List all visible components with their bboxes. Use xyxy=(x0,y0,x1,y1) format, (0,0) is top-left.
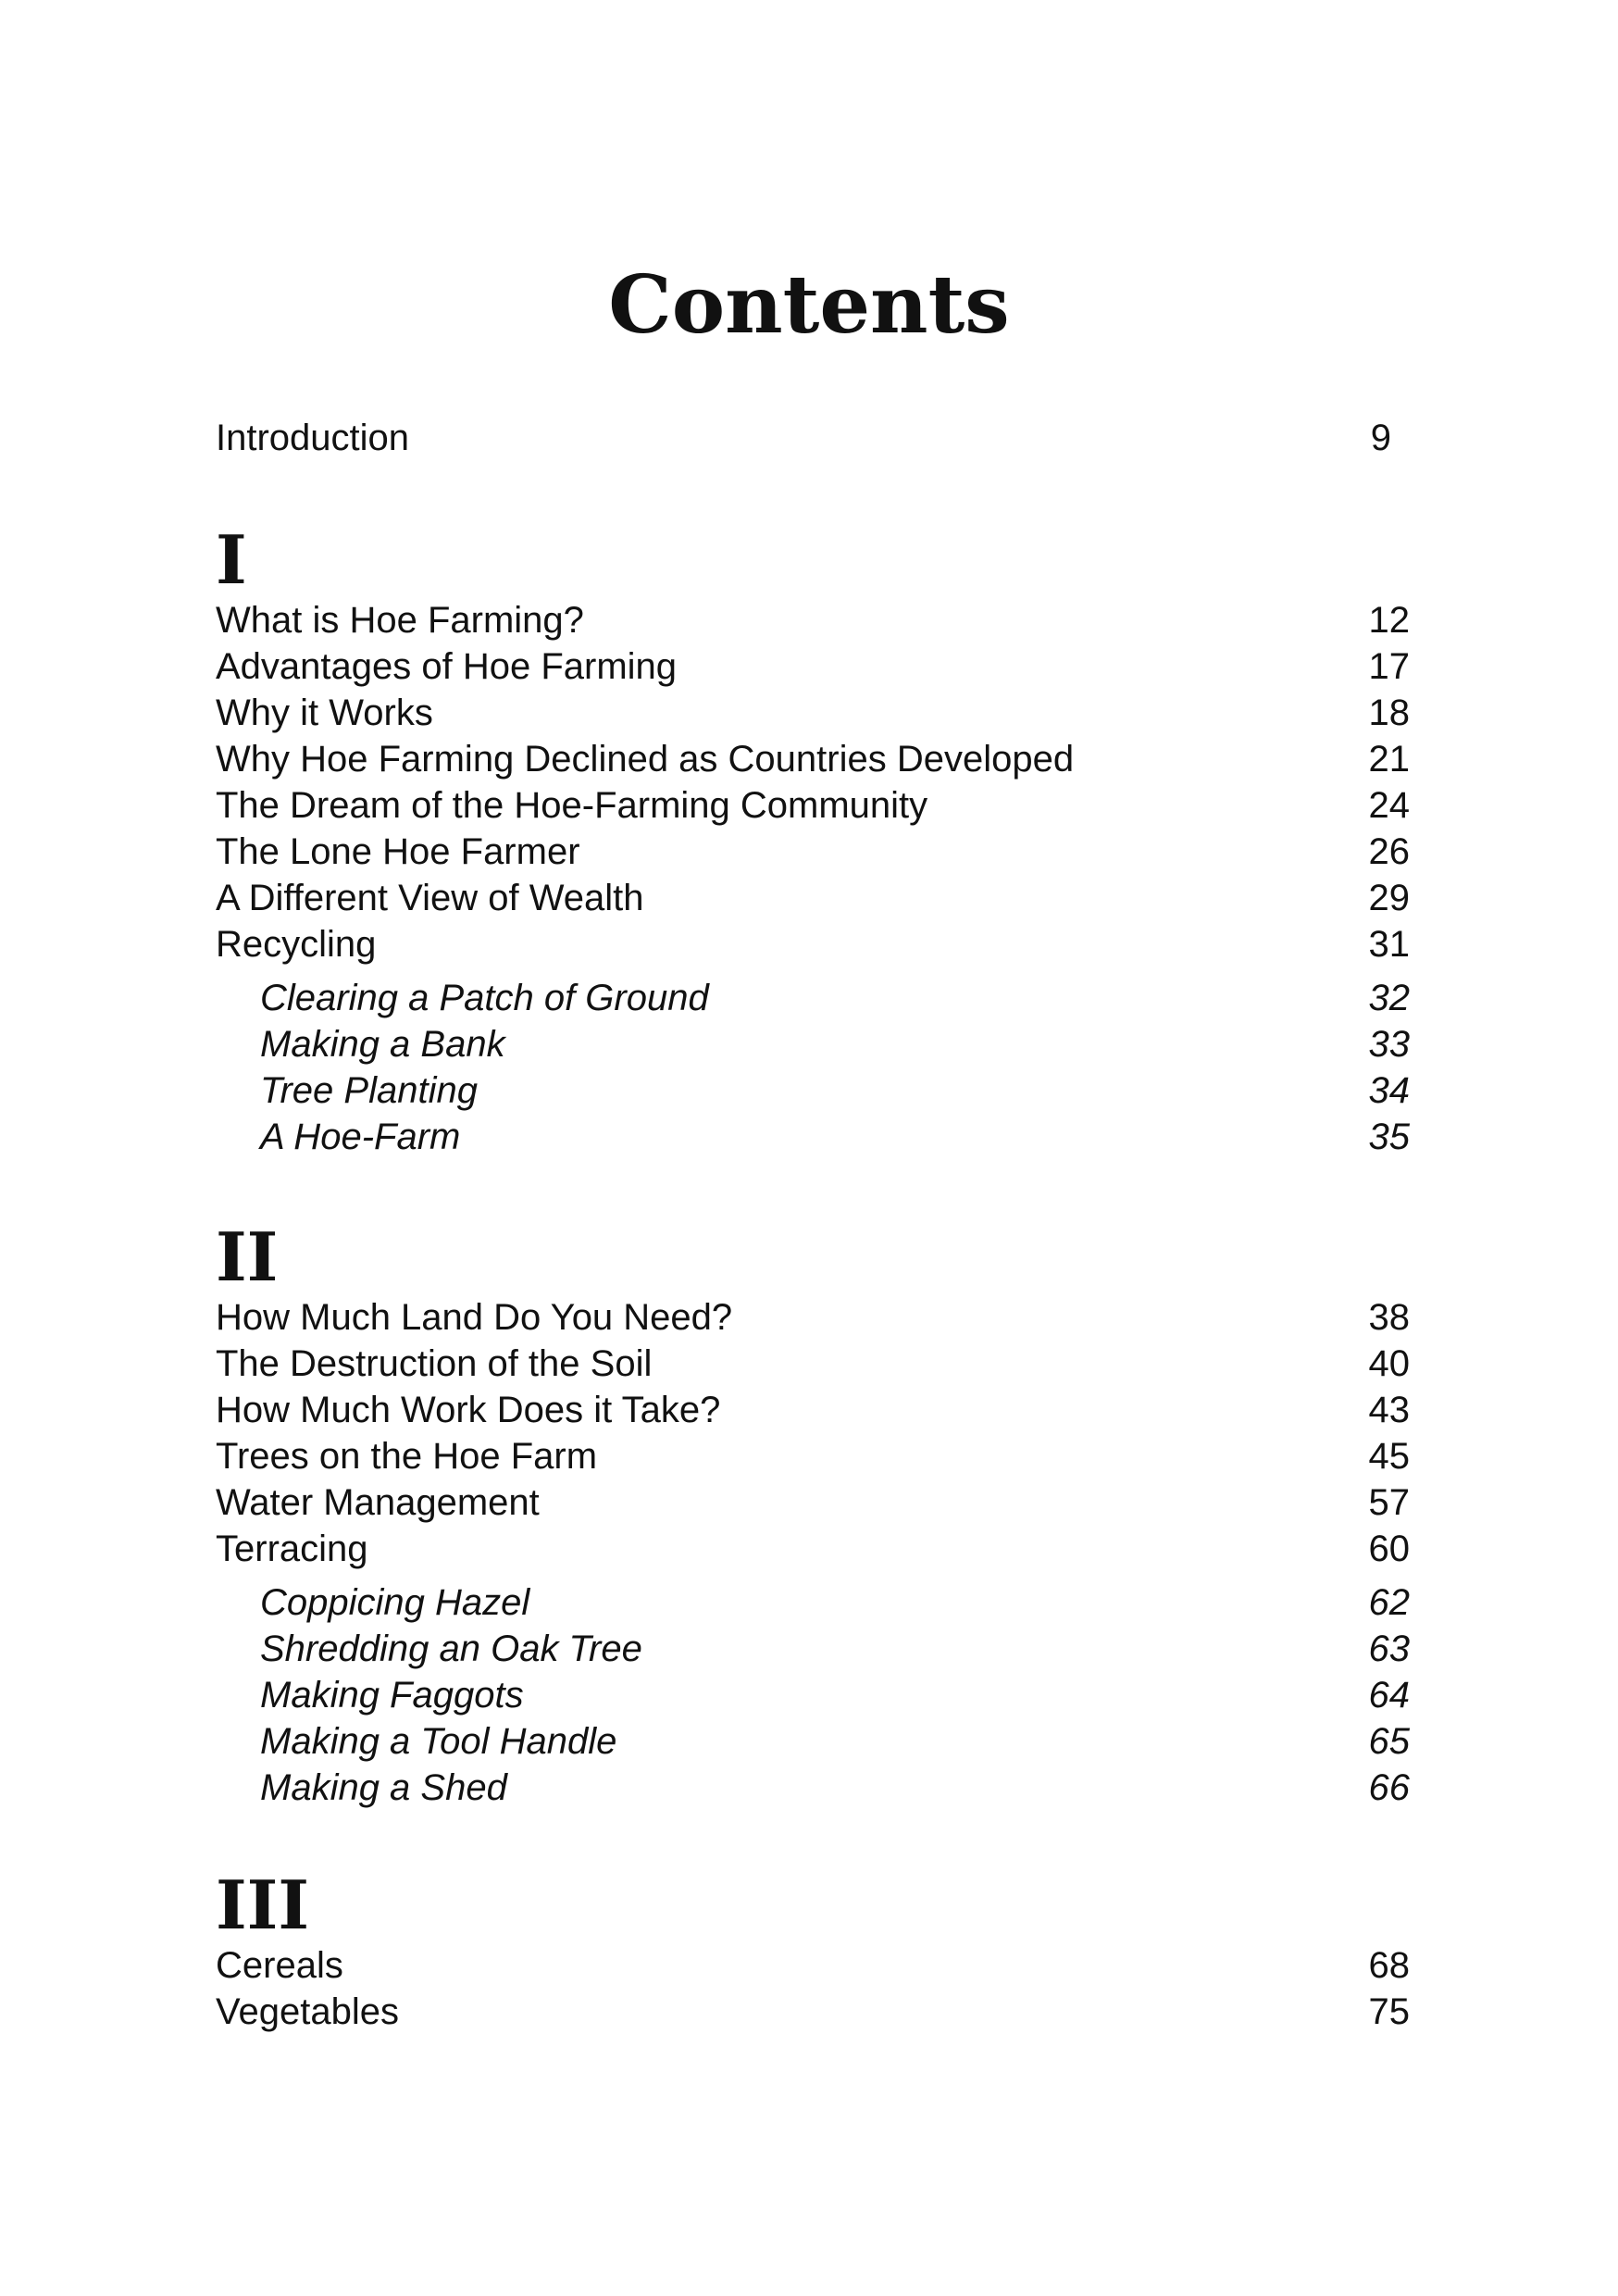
toc-subentry-label: A Hoe-Farm xyxy=(260,1117,461,1157)
toc-entry-label: Water Management xyxy=(216,1482,540,1523)
toc-subentry[interactable] xyxy=(216,1114,1410,1160)
toc-entry-page: 45 xyxy=(1368,1436,1410,1477)
subentry-group xyxy=(216,975,1410,1160)
toc-entry-page: 29 xyxy=(1368,878,1410,918)
toc-entry-page: 38 xyxy=(1368,1297,1410,1338)
section-2 xyxy=(216,1217,1410,1811)
toc-subentry[interactable] xyxy=(216,975,1410,1021)
toc-entry[interactable] xyxy=(216,1294,1410,1341)
section-heading: II xyxy=(216,1217,279,1296)
toc-subentry-page: 33 xyxy=(1368,1024,1410,1065)
toc-subentry-label: Clearing a Patch of Ground xyxy=(260,978,709,1018)
toc-entry-label: Why Hoe Farming Declined as Countries Developed xyxy=(216,739,1075,780)
toc-entry-page: 18 xyxy=(1368,693,1410,733)
toc-subentry-label: Tree Planting xyxy=(260,1070,478,1111)
toc-entry-label: How Much Work Does it Take? xyxy=(216,1390,721,1430)
toc-entry-page: 60 xyxy=(1368,1529,1410,1569)
toc-entry[interactable] xyxy=(216,875,1410,921)
toc-entry-page: 75 xyxy=(1368,1991,1410,2032)
toc-subentry[interactable] xyxy=(216,1626,1410,1672)
toc-subentry[interactable] xyxy=(216,1672,1410,1718)
toc-subentry-page: 65 xyxy=(1368,1721,1410,1762)
toc-subentry[interactable] xyxy=(216,1765,1410,1811)
toc-subentry-label: Making a Bank xyxy=(260,1024,505,1065)
toc-entry[interactable] xyxy=(216,1479,1410,1526)
toc-entry-page: 12 xyxy=(1368,600,1410,641)
toc-entry[interactable] xyxy=(216,643,1410,690)
toc-entry-label: Why it Works xyxy=(216,693,433,733)
toc-entry-page: 26 xyxy=(1368,831,1410,872)
toc-entry-page: 9 xyxy=(1370,418,1391,458)
toc-entry-label: The Dream of the Hoe-Farming Community xyxy=(216,785,928,826)
section-3 xyxy=(216,1868,1410,2035)
toc-entry-page: 57 xyxy=(1368,1482,1410,1523)
toc-entry[interactable] xyxy=(216,1433,1410,1479)
toc-subentry-page: 63 xyxy=(1368,1628,1410,1669)
toc-subentry[interactable] xyxy=(216,1021,1410,1067)
toc-subentry[interactable] xyxy=(216,1067,1410,1114)
toc-subentry-label: Coppicing Hazel xyxy=(260,1582,530,1623)
intro-entry xyxy=(216,415,1410,461)
toc-subentry-label: Making Faggots xyxy=(260,1675,524,1716)
page-title: Contents xyxy=(608,258,1010,352)
toc-entry[interactable] xyxy=(216,829,1410,875)
toc-entry[interactable] xyxy=(216,415,1410,461)
toc-entry-label: Trees on the Hoe Farm xyxy=(216,1436,598,1477)
toc-subentry-page: 62 xyxy=(1368,1582,1410,1623)
toc-entry-label: A Different View of Wealth xyxy=(216,878,644,918)
subentry-group xyxy=(216,1579,1410,1811)
toc-entry[interactable] xyxy=(216,736,1410,782)
toc-entry-page: 24 xyxy=(1368,785,1410,826)
toc-entry-page: 40 xyxy=(1368,1343,1410,1384)
toc-entry-label: Terracing xyxy=(216,1529,368,1569)
toc-entry-page: 31 xyxy=(1368,924,1410,965)
toc-subentry-page: 35 xyxy=(1368,1117,1410,1157)
toc-entry-page: 21 xyxy=(1368,739,1410,780)
toc-subentry-label: Making a Tool Handle xyxy=(260,1721,617,1762)
toc-entry-label: Introduction xyxy=(216,418,410,458)
toc-subentry-label: Shredding an Oak Tree xyxy=(260,1628,642,1669)
toc-entry-label: What is Hoe Farming? xyxy=(216,600,584,641)
toc-entry-label: Cereals xyxy=(216,1945,343,1986)
toc-entry-label: Vegetables xyxy=(216,1991,399,2032)
toc-entry-label: The Lone Hoe Farmer xyxy=(216,831,580,872)
toc-entry[interactable] xyxy=(216,1341,1410,1387)
toc-entry[interactable] xyxy=(216,690,1410,736)
toc-entry[interactable] xyxy=(216,597,1410,643)
section-heading: I xyxy=(216,520,247,599)
toc-subentry-page: 64 xyxy=(1368,1675,1410,1716)
toc-entry-page: 68 xyxy=(1368,1945,1410,1986)
toc-entry[interactable] xyxy=(216,921,1410,967)
toc-subentry-page: 32 xyxy=(1368,978,1410,1018)
toc-entry-label: Advantages of Hoe Farming xyxy=(216,646,678,687)
toc-entry-page: 43 xyxy=(1368,1390,1410,1430)
toc-subentry-page: 66 xyxy=(1368,1767,1410,1808)
toc-entry-label: The Destruction of the Soil xyxy=(216,1343,653,1384)
section-1 xyxy=(216,520,1410,1160)
toc-subentry-page: 34 xyxy=(1368,1070,1410,1111)
toc-subentry-label: Making a Shed xyxy=(260,1767,507,1808)
section-heading: III xyxy=(216,1866,310,1944)
toc-entry[interactable] xyxy=(216,1989,1410,2035)
toc-entry[interactable] xyxy=(216,1526,1410,1572)
toc-entry-label: How Much Land Do You Need? xyxy=(216,1297,733,1338)
toc-entry-page: 17 xyxy=(1368,646,1410,687)
toc-entry[interactable] xyxy=(216,1942,1410,1989)
toc-entry[interactable] xyxy=(216,1387,1410,1433)
toc-entry-label: Recycling xyxy=(216,924,377,965)
toc-entry[interactable] xyxy=(216,782,1410,829)
toc-subentry[interactable] xyxy=(216,1718,1410,1765)
toc-subentry[interactable] xyxy=(216,1579,1410,1626)
